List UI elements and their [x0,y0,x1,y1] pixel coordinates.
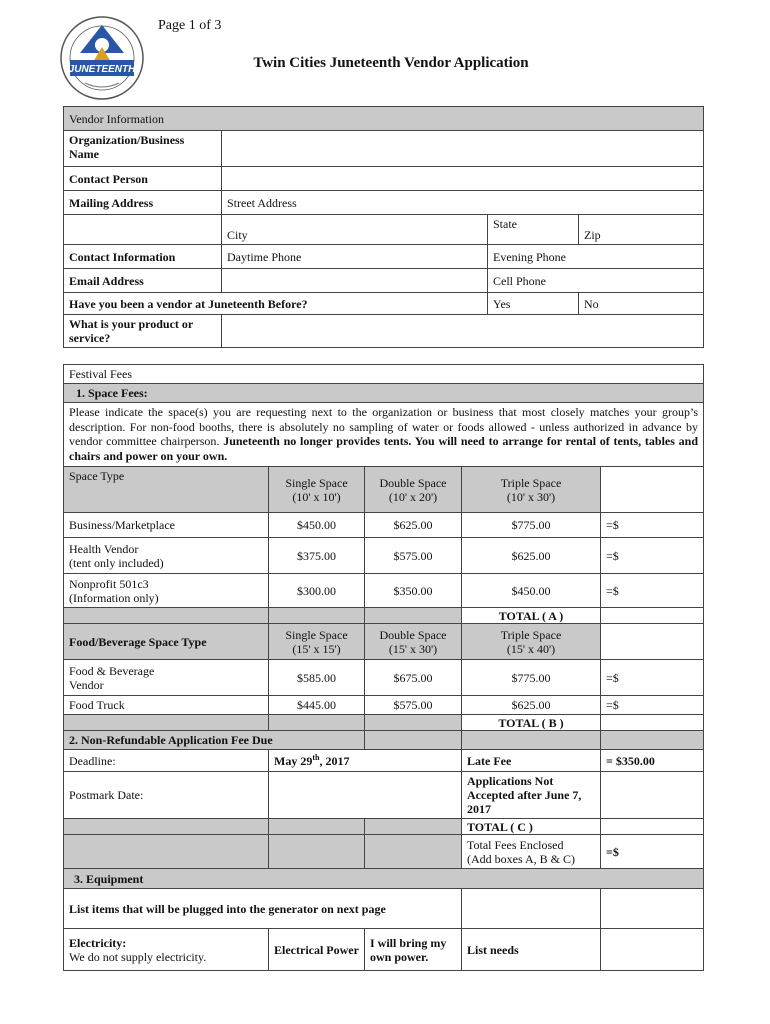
space-total-header [601,467,704,513]
contact-person-label: Contact Person [64,167,222,191]
price-cell[interactable]: $450.00 [269,513,365,538]
list-items-field[interactable] [462,889,601,929]
food-double-header: Double Space (15' x 30') [365,624,462,660]
bring-power-option[interactable]: I will bring my own power. [365,929,462,971]
price-cell[interactable]: $585.00 [269,660,365,696]
row-label: Business/Marketplace [64,513,269,538]
vendor-before-no[interactable]: No [579,293,704,315]
total-enclosed-label: Total Fees Enclosed (Add boxes A, B & C) [462,835,601,869]
food-type-header: Food/Beverage Space Type [64,624,269,660]
food-triple-header: Triple Space (15' x 40') [462,624,601,660]
page-number: Page 1 of 3 [158,18,222,33]
price-cell[interactable]: $775.00 [462,513,601,538]
price-cell[interactable]: $775.00 [462,660,601,696]
table-row [64,660,704,696]
list-items-field-2[interactable] [601,889,704,929]
single-space-header: Single Space (10' x 10') [269,467,365,513]
table-row [64,696,704,715]
logo-text: JUNETEENTH [68,64,136,75]
row-label: Nonprofit 501c3 (Information only) [64,574,269,608]
list-needs-field[interactable] [601,929,704,971]
vendor-section-header: Vendor Information [64,107,704,131]
address-blank [64,215,222,245]
double-space-header: Double Space (10' x 20') [365,467,462,513]
total-enclosed-field[interactable]: =$ [601,835,704,869]
vendor-before-yes[interactable]: Yes [488,293,579,315]
street-address-field[interactable]: Street Address [222,191,704,215]
price-cell[interactable]: $375.00 [269,538,365,574]
price-cell[interactable]: $350.00 [365,574,462,608]
total-a-label: TOTAL ( A ) [462,608,601,624]
total-b-field[interactable] [601,715,704,731]
late-fee-label: Late Fee [462,750,601,772]
late-fee-amount: = $350.00 [601,750,704,772]
table-row [64,538,704,574]
email-field[interactable] [222,269,488,293]
price-cell[interactable]: $575.00 [365,696,462,715]
equipment-header: 3. Equipment [64,869,704,889]
total-cell[interactable]: =$ [601,696,704,715]
row-label: Health Vendor (tent only included) [64,538,269,574]
total-b-label: TOTAL ( B ) [462,715,601,731]
vendor-info-table [63,106,704,348]
price-cell[interactable]: $625.00 [462,696,601,715]
price-cell[interactable]: $445.00 [269,696,365,715]
state-field[interactable]: State [488,215,579,245]
table-row [64,513,704,538]
row-label: Food Truck [64,696,269,715]
email-label: Email Address [64,269,222,293]
total-a-field[interactable] [601,608,704,624]
list-needs-label: List needs [462,929,601,971]
org-label: Organization/Business Name [64,131,222,167]
product-label: What is your product or service? [64,315,222,348]
total-cell[interactable]: =$ [601,660,704,696]
price-cell[interactable]: $625.00 [365,513,462,538]
daytime-phone-field[interactable]: Daytime Phone [222,245,488,269]
postmark-label: Postmark Date: [64,772,269,819]
cell-phone-field[interactable]: Cell Phone [488,269,704,293]
space-fees-header: 1. Space Fees: [64,384,704,403]
org-field[interactable] [222,131,704,167]
price-cell[interactable]: $625.00 [462,538,601,574]
list-items-label: List items that will be plugged into the generator on next page [64,889,462,929]
space-type-header: Space Type [64,467,269,513]
total-cell[interactable]: =$ [601,513,704,538]
total-cell[interactable]: =$ [601,538,704,574]
price-cell[interactable]: $575.00 [365,538,462,574]
contact-info-label: Contact Information [64,245,222,269]
total-cell[interactable]: =$ [601,574,704,608]
app-fee-header: 2. Non-Refundable Application Fee Due [64,731,365,750]
triple-space-header: Triple Space (10' x 30') [462,467,601,513]
city-field[interactable]: City [222,215,488,245]
vendor-before-label: Have you been a vendor at Juneteenth Before? [64,293,488,315]
deadline-label: Deadline: [64,750,269,772]
total-c-field[interactable] [601,819,704,835]
electrical-power-option[interactable]: Electrical Power [269,929,365,971]
contact-person-field[interactable] [222,167,704,191]
total-c-label: TOTAL ( C ) [462,819,601,835]
postmark-field[interactable] [269,772,462,819]
not-accepted-note: Applications Not Accepted after June 7, 2017 [462,772,601,819]
price-cell[interactable]: $675.00 [365,660,462,696]
fees-section-header: Festival Fees [64,365,704,384]
deadline-date: May 29th, 2017 [269,750,462,772]
food-single-header: Single Space (15' x 15') [269,624,365,660]
zip-field[interactable]: Zip [579,215,704,245]
evening-phone-field[interactable]: Evening Phone [488,245,704,269]
row-label: Food & Beverage Vendor [64,660,269,696]
price-cell[interactable]: $450.00 [462,574,601,608]
electricity-cell: Electricity: We do not supply electricity. [64,929,269,971]
page-title: Twin Cities Juneteenth Vendor Application [253,55,529,71]
table-row [64,574,704,608]
price-cell[interactable]: $300.00 [269,574,365,608]
mailing-address-label: Mailing Address [64,191,222,215]
product-field[interactable] [222,315,704,348]
space-fees-description: Please indicate the space(s) you are requesting next to the organization or business that most closely matches your group’s description. For non-food booths, there is absolutely no sampling of water or foods allowed - unless authorized in advance by vendor committee chairperson. Juneteenth no longer provides tents. You will need to arrange for rental of tents, tables and chairs and power on your own. [64,403,704,467]
festival-fees-table [63,364,704,971]
